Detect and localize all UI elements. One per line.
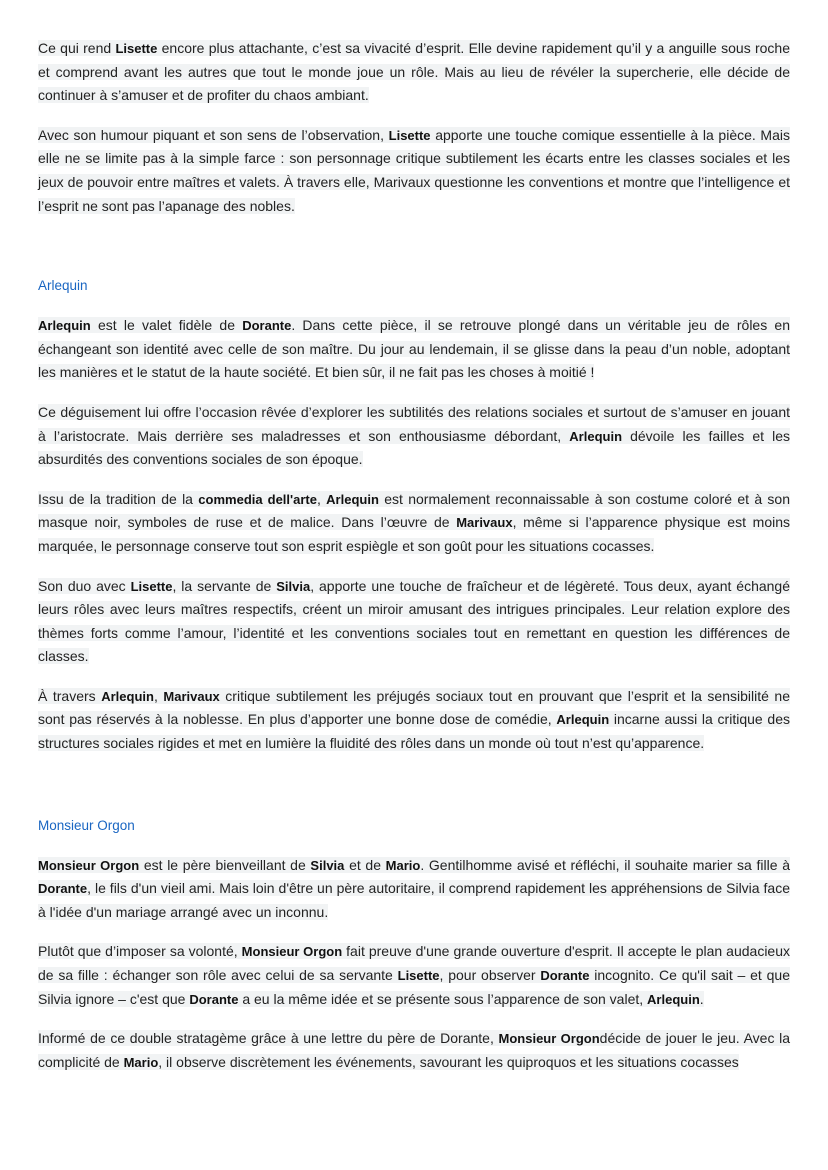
text-run: Plutôt que d’imposer sa volonté, [38, 943, 242, 960]
text-run: , la servante de [172, 577, 277, 594]
text-run: Avec son humour piquant et son sens de l’observation, [38, 126, 389, 143]
paragraph-arlequin-deguisement [38, 401, 790, 472]
text-run: est normalement reconnaissable à son costume coloré et à son masque noir, symboles de ruse et de malice. Dans l’œuvre de [38, 490, 790, 531]
bold-term: Monsieur Orgon [38, 857, 140, 873]
bold-term: Arlequin [38, 318, 91, 334]
bold-term: Dorante [242, 318, 292, 334]
section-heading-arlequin: Arlequin [38, 278, 88, 294]
bold-term: Mario [385, 857, 421, 873]
bold-term: Marivaux [456, 515, 513, 531]
text-run: . Gentilhomme avisé et réfléchi, il souhaite marier sa fille à [420, 856, 790, 873]
bold-term: Arlequin [326, 491, 379, 507]
bold-term: Mario [123, 1054, 159, 1070]
text-run: Ce déguisement lui offre l’occasion rêvée d’explorer les subtilités des relations sociales et surtout de s’amuser en jouant à l’aristocrate. Mais derrière ses maladresses et son enthousiasme débordant, [38, 403, 790, 444]
text-run: Ce qui rend [38, 40, 116, 56]
paragraph-text [38, 127, 790, 214]
bold-term: Monsieur Orgon [241, 944, 343, 960]
text-run: , [153, 687, 164, 704]
text-run: . [699, 990, 704, 1007]
bold-term: Arlequin [647, 991, 700, 1007]
text-run: Son duo avec [38, 577, 131, 594]
bold-term: Arlequin [556, 712, 610, 728]
bold-term: Silvia [310, 857, 345, 873]
text-run: et de [344, 856, 386, 873]
bold-term: commedia dell'arte [198, 491, 317, 507]
text-run: est le valet fidèle de [90, 317, 243, 334]
text-run: apporte une touche comique essentielle à la pièce. Mais elle ne se limite pas à la simple farce : son personnage critique subtilement les écarts entre les classes sociales et les jeux de pouvoir entre maîtres et valets. À travers elle, Marivaux questionne les conventions et montre que l’intelligence et l’esprit ne sont pas l’apanage des nobles. [38, 126, 790, 214]
text-run: est le père bienveillant de [139, 856, 311, 873]
paragraph-lisette-humour [38, 124, 790, 218]
text-run: , [316, 490, 327, 507]
paragraph-text [38, 404, 790, 467]
paragraph-arlequin-commedia [38, 488, 790, 559]
text-run: Informé de ce double stratagème grâce à une lettre du père de Dorante, [38, 1030, 499, 1047]
bold-term: Lisette [115, 41, 158, 56]
paragraph-arlequin-duo [38, 575, 790, 669]
bold-term: Monsieur Orgon [498, 1031, 600, 1047]
bold-term: Lisette [388, 127, 431, 143]
text-run: décide de jouer le jeu. Avec la complicité de [38, 1030, 790, 1070]
text-run: incarne aussi la critique des structures sociales rigides et met en lumière la fluidité des rôles dans un monde où tout n’est qu’apparence. [38, 711, 790, 752]
paragraph-orgon-ouverture [38, 940, 790, 1011]
paragraph-orgon-stratageme [38, 1027, 790, 1074]
bold-term: Dorante [38, 881, 88, 897]
text-run: encore plus attachante, c’est sa vivacité d’esprit. Elle devine rapidement qu’il y a anguille sous roche et comprend avant les autres que tout le monde joue un rôle. Mais au lieu de révéler la supercherie, elle décide de continuer à s’amuser et de profiter du chaos ambiant. [38, 40, 790, 104]
paragraph-text [38, 688, 790, 751]
bold-term: Arlequin [101, 688, 154, 704]
text-run: , apporte une touche de fraîcheur et de légèreté. Tous deux, ayant échangé leurs rôles avec leurs maîtres respectifs, créent un miroir amusant des intrigues principales. Leur relation explore des thèmes forts comme l’amour, l’identité et les conventions sociales tout en remettant en question les différences de classes. [38, 577, 790, 665]
text-run: fait preuve d'une grande ouverture d'esprit. Il accepte le plan audacieux de sa fille : échanger son rôle avec celui de sa servante [38, 943, 790, 984]
bold-term: Dorante [540, 968, 590, 984]
text-run: , il observe discrètement les événements, savourant les quiproquos et les situations cocasses [158, 1053, 739, 1070]
text-run: Issu de la tradition de la [38, 490, 199, 507]
bold-term: Silvia [276, 578, 311, 594]
paragraph-arlequin-critique [38, 685, 790, 756]
bold-term: Lisette [130, 578, 173, 594]
text-run: À travers [38, 687, 102, 704]
paragraph-text [38, 943, 790, 1006]
text-run: dévoile les failles et les absurdités des conventions sociales de son époque. [38, 427, 790, 468]
text-run: , pour observer [439, 967, 541, 984]
bold-term: Arlequin [569, 428, 623, 444]
bold-term: Lisette [397, 968, 440, 984]
paragraph-text [38, 317, 790, 380]
paragraph-arlequin-valet [38, 314, 790, 385]
paragraph-lisette-vivacite [38, 37, 790, 108]
paragraph-text [38, 578, 790, 665]
paragraph-text [38, 1030, 790, 1070]
bold-term: Dorante [189, 991, 239, 1007]
paragraph-text [38, 857, 790, 920]
text-run: incognito. Ce qu'il sait – et que Silvia ignore – c'est que [38, 967, 790, 1007]
text-run: , même si l’apparence physique est moins marquée, le personnage conserve tout son esprit espiègle et son goût pour les situations cocasses. [38, 514, 790, 554]
paragraph-text [38, 491, 790, 554]
text-run: critique subtilement les préjugés sociaux tout en prouvant que l’esprit et la sensibilité ne sont pas réservés à la noblesse. En plus d’apporter une bonne dose de comédie, [38, 687, 791, 728]
paragraph-text [38, 40, 790, 103]
text-run: , le fils d'un vieil ami. Mais loin d'être un père autoritaire, il comprend rapidement les appréhensions de Silvia face à l'idée d'un mariage arrangé avec un inconnu. [38, 880, 790, 920]
text-run: . Dans cette pièce, il se retrouve plongé dans un véritable jeu de rôles en échangeant son identité avec celle de son maître. Du jour au lendemain, il se glisse dans la peau d’un noble, adoptant les manières et le statut de la haute société. Et bien sûr, il ne fait pas les choses à moitié ! [38, 317, 790, 381]
section-heading-monsieur-orgon: Monsieur Orgon [38, 817, 135, 833]
paragraph-orgon-pere [38, 854, 790, 925]
text-run: a eu la même idée et se présente sous l’apparence de son valet, [238, 990, 648, 1007]
bold-term: Marivaux [163, 688, 220, 704]
